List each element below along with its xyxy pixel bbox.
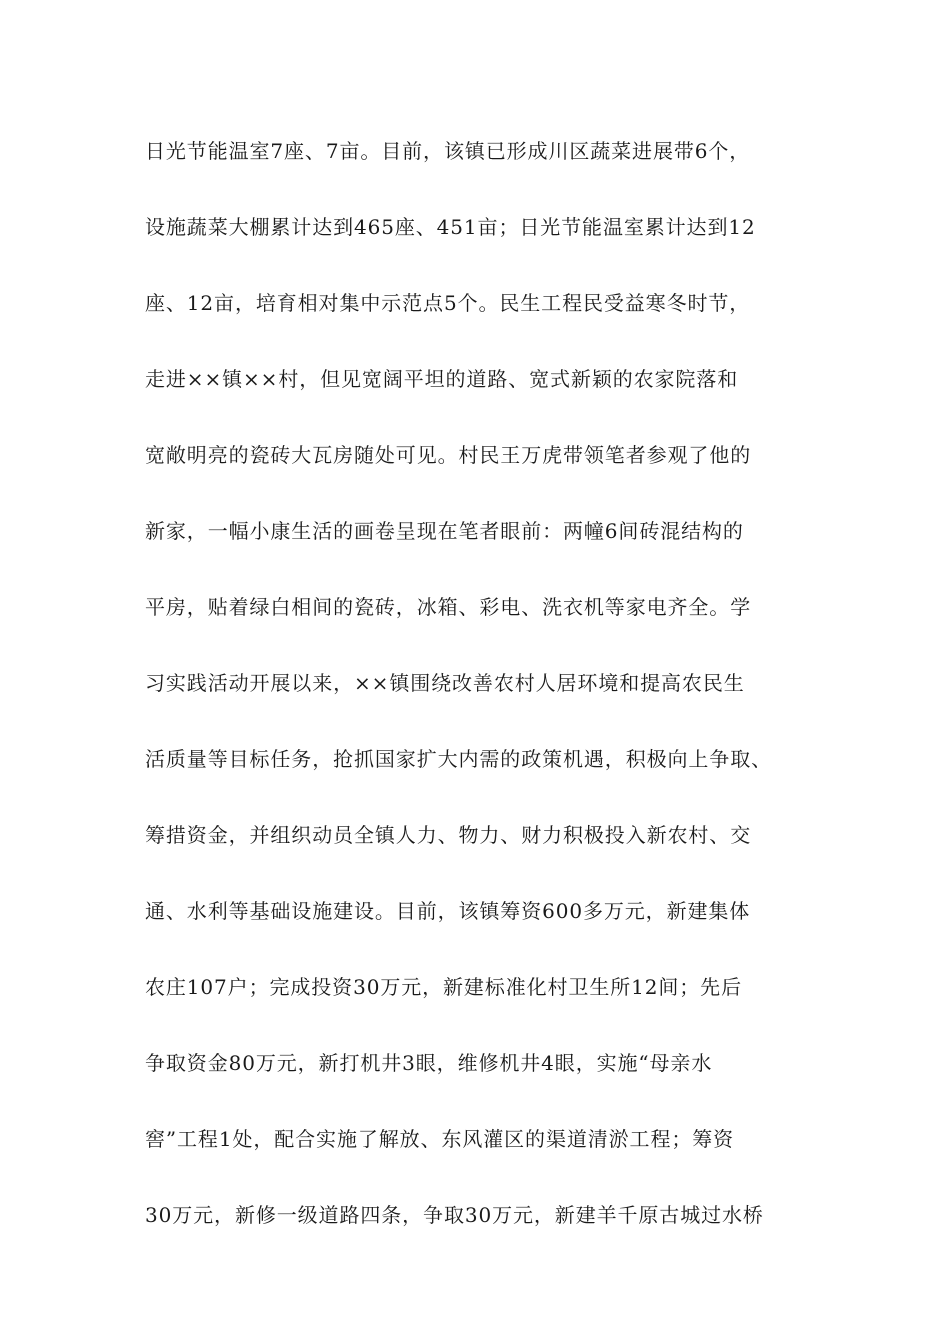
text-line: 农庄107户；完成投资30万元，新建标准化村卫生所12间；先后 [145, 975, 742, 999]
text-line: 通、水利等基础设施建设。目前，该镇筹资600多万元，新建集体 [145, 899, 751, 923]
text-line: 争取资金80万元，新打机井3眼，维修机井4眼，实施“母亲水 [145, 1051, 713, 1075]
text-line: 习实践活动开展以来，××镇围绕改善农村人居环境和提高农民生 [145, 671, 745, 695]
text-line: 设施蔬菜大棚累计达到465座、451亩；日光节能温室累计达到12 [145, 215, 756, 239]
text-line: 走进××镇××村，但见宽阔平坦的道路、宽式新颖的农家院落和 [145, 367, 739, 391]
text-line: 窖”工程1处，配合实施了解放、东风灌区的渠道清淤工程；筹资 [145, 1127, 735, 1151]
text-line: 活质量等目标任务，抢抓国家扩大内需的政策机遇，积极向上争取、 [145, 747, 772, 771]
body-text [145, 128, 805, 1268]
text-line: 30万元，新修一级道路四条，争取30万元，新建羊千原古城过水桥 [145, 1203, 764, 1227]
text-line: 平房，贴着绿白相间的瓷砖，冰箱、彩电、洗衣机等家电齐全。学 [145, 595, 752, 619]
text-line: 宽敞明亮的瓷砖大瓦房随处可见。村民王万虎带领笔者参观了他的 [145, 443, 752, 467]
text-line: 座、12亩，培育相对集中示范点5个。民生工程民受益寒冬时节， [145, 291, 751, 315]
text-line: 新家，一幅小康生活的画卷呈现在笔者眼前：两幢6间砖混结构的 [145, 519, 744, 543]
text-line: 日光节能温室7座、7亩。目前，该镇已形成川区蔬菜进展带6个， [145, 139, 751, 163]
text-line: 筹措资金，并组织动员全镇人力、物力、财力积极投入新农村、交 [145, 823, 752, 847]
